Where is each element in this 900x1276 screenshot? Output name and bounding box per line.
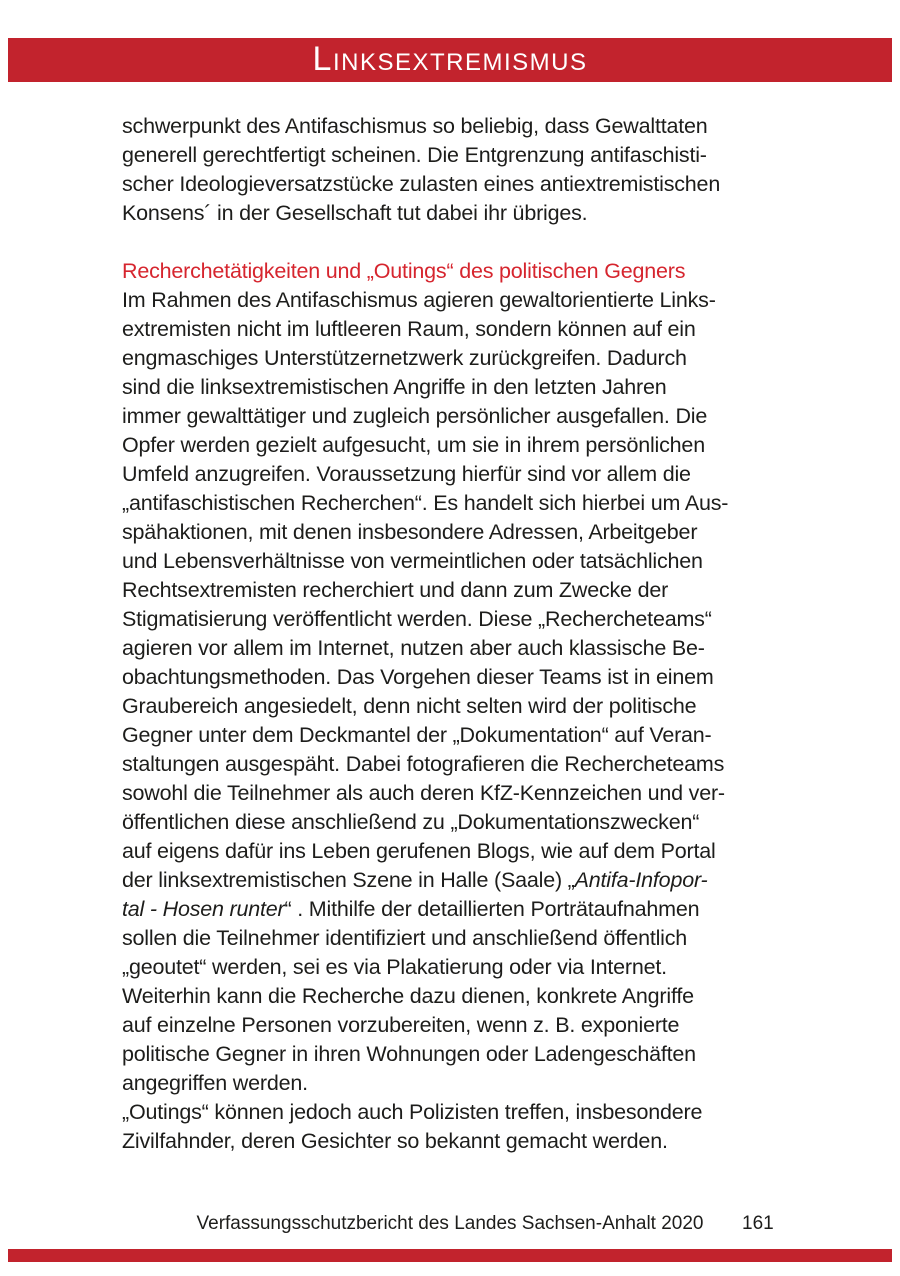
text-line: Graubereich angesiedelt, denn nicht selten wird der politische: [122, 694, 697, 718]
text-line: Stigmatisierung veröffentlicht werden. Diese „Rechercheteams“: [122, 607, 712, 631]
page-footer: [0, 1209, 900, 1238]
text-line: „geoutet“ werden, sei es via Plakatierung oder via Internet.: [122, 955, 667, 979]
text-line: auf eigens dafür ins Leben gerufenen Blogs, wie auf dem Portal: [122, 839, 716, 863]
text-line: Umfeld anzugreifen. Voraussetzung hierfür sind vor allem die: [122, 462, 691, 486]
text-line: Zivilfahnder, deren Gesichter so bekannt gemacht werden.: [122, 1129, 668, 1153]
text-line: schwerpunkt des Antifaschismus so beliebig, dass Gewalttaten: [122, 114, 708, 138]
text-line: extremisten nicht im luftleeren Raum, sondern können auf ein: [122, 317, 696, 341]
text-line: angegriffen werden.: [122, 1071, 308, 1095]
text-line: „Outings“ können jedoch auch Polizisten treffen, insbesondere: [122, 1100, 703, 1124]
text-line: Opfer werden gezielt aufgesucht, um sie in ihrem persönlichen: [122, 433, 705, 457]
footer-text: Verfassungsschutzbericht des Landes Sachsen-Anhalt 2020: [196, 1213, 704, 1234]
text-line: und Lebensverhältnisse von vermeintlichen oder tatsächlichen: [122, 549, 703, 573]
text-line: sollen die Teilnehmer identifiziert und anschließend öffentlich: [122, 926, 688, 950]
bottom-rule: [8, 1249, 892, 1262]
page-content: [122, 112, 812, 1156]
text-line: generell gerechtfertigt scheinen. Die Entgrenzung antifaschisti-: [122, 143, 707, 167]
text-line: engmaschiges Unterstützernetzwerk zurückgreifen. Dadurch: [122, 346, 687, 370]
section-paragraph: [122, 286, 812, 1156]
text-line: Konsens´ in der Gesellschaft tut dabei ihr übriges.: [122, 201, 588, 225]
text-line: politische Gegner in ihren Wohnungen oder Ladengeschäften: [122, 1042, 696, 1066]
text-line: scher Ideologieversatzstücke zulasten eines antiextremistischen: [122, 172, 721, 196]
text-line: der linksextremistischen Szene in Halle (Saale) „Antifa-Infopor-: [122, 868, 708, 892]
text-line: obachtungsmethoden. Das Vorgehen dieser Teams ist in einem: [122, 665, 714, 689]
text-line: öffentlichen diese anschließend zu „Dokumentationszwecken“: [122, 810, 700, 834]
chapter-title: [313, 42, 588, 76]
text-line: immer gewalttätiger und zugleich persönlicher ausgefallen. Die: [122, 404, 708, 428]
text-line: sind die linksextremistischen Angriffe in den letzten Jahren: [122, 375, 667, 399]
chapter-title-rest: INKSEXTREMISMUS: [332, 49, 588, 76]
text-line: auf einzelne Personen vorzubereiten, wenn z. B. exponierte: [122, 1013, 680, 1037]
text-line: Gegner unter dem Deckmantel der „Dokumentation“ auf Veran-: [122, 723, 712, 747]
page-number: 161: [742, 1213, 774, 1234]
chapter-header-bar: [8, 38, 892, 82]
text-line: Im Rahmen des Antifaschismus agieren gewaltorientierte Links-: [122, 288, 716, 312]
section-heading: Recherchetätigkeiten und „Outings“ des politischen Gegners: [122, 259, 686, 283]
text-line: „antifaschistischen Recherchen“. Es handelt sich hierbei um Aus-: [122, 491, 729, 515]
text-line: tal - Hosen runter“ . Mithilfe der detaillierten Porträtaufnahmen: [122, 897, 700, 921]
text-line: Weiterhin kann die Recherche dazu dienen, konkrete Angriffe: [122, 984, 694, 1008]
text-line: sowohl die Teilnehmer als auch deren KfZ-Kennzeichen und ver-: [122, 781, 725, 805]
text-line: staltungen ausgespäht. Dabei fotografieren die Rechercheteams: [122, 752, 725, 776]
chapter-title-initial: L: [312, 40, 333, 78]
text-line: spähaktionen, mit denen insbesondere Adressen, Arbeitgeber: [122, 520, 698, 544]
intro-paragraph: [122, 112, 812, 228]
text-line: agieren vor allem im Internet, nutzen aber auch klassische Be-: [122, 636, 705, 660]
text-line: Rechtsextremisten recherchiert und dann zum Zwecke der: [122, 578, 669, 602]
